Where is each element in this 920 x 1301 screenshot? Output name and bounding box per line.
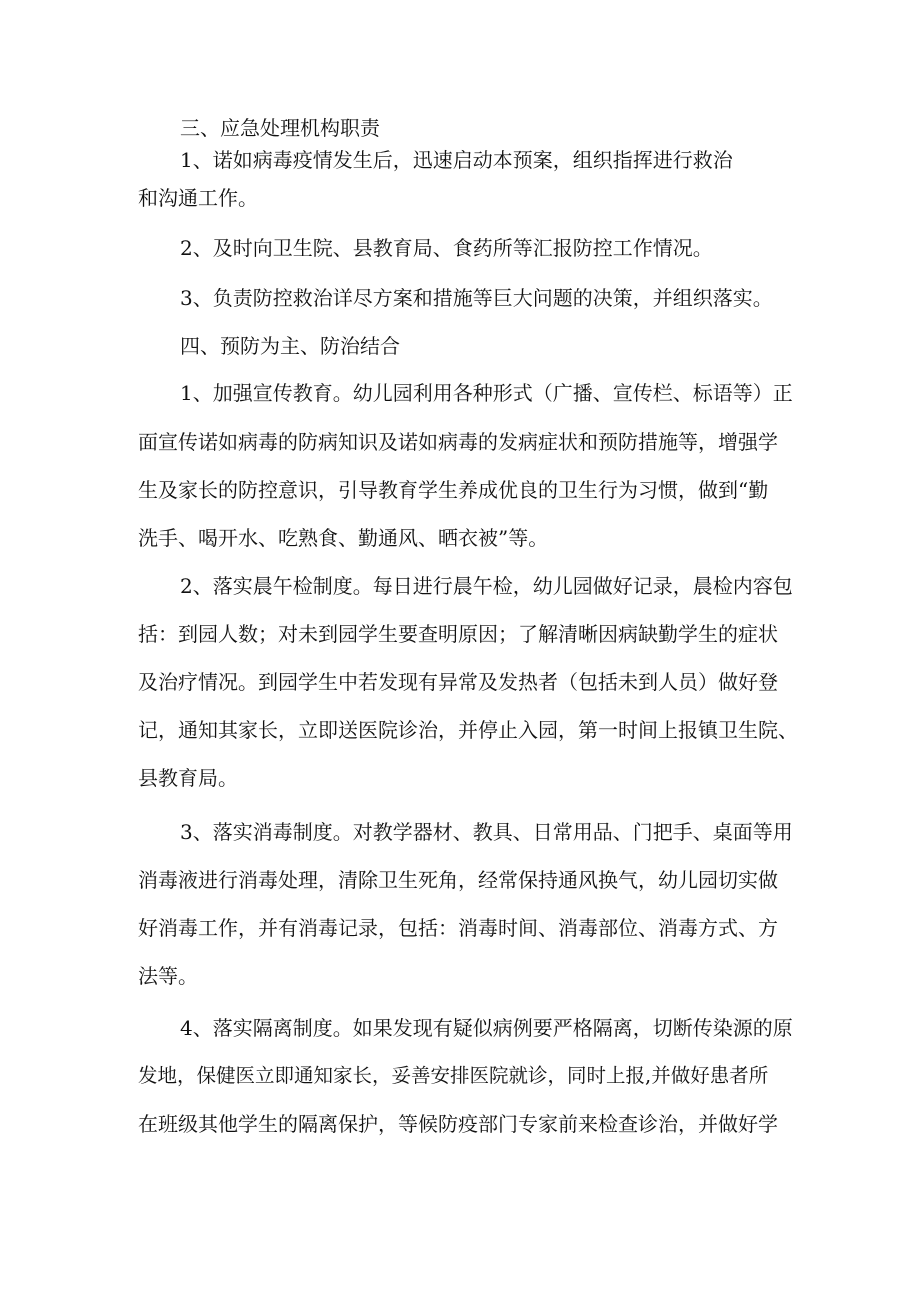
paragraph-line: 面宣传诺如病毒的防病知识及诺如病毒的发病症状和预防措施等，增强学 (138, 430, 778, 454)
paragraph-line: 3、负责防控救治详尽方案和措施等巨大问题的决策，并组织落实。 (180, 286, 773, 310)
paragraph-line: 及治疗情况。到园学生中若发现有异常及发热者（包括未到人员）做好登 (138, 670, 778, 694)
paragraph-line: 发地，保健医立即通知家长，妥善安排医院就诊，同时上报,并做好患者所 (138, 1064, 769, 1087)
paragraph-line: 1、诺如病毒疫情发生后，迅速启动本预案，组织指挥进行救治 (180, 148, 733, 172)
paragraph-line: 2、及时向卫生院、县教育局、食药所等汇报防控工作情况。 (180, 236, 713, 260)
paragraph-line: 县教育局。 (138, 766, 238, 790)
section-heading-4: 四、预防为主、防治结合 (180, 334, 400, 358)
paragraph-line: 在班级其他学生的隔离保护，等候防疫部门专家前来检查诊治，并做好学 (138, 1112, 778, 1136)
paragraph-line: 2、落实晨午检制度。每日进行晨午检，幼儿园做好记录，晨检内容包 (180, 574, 793, 598)
paragraph-line: 1、加强宣传教育。幼儿园利用各种形式（广播、宣传栏、标语等）正 (180, 381, 793, 405)
paragraph-line: 4、落实隔离制度。如果发现有疑似病例要严格隔离，切断传染源的原 (180, 1016, 793, 1040)
paragraph-line: 和沟通工作。 (138, 186, 258, 210)
paragraph-line: 3、落实消毒制度。对教学器材、教具、日常用品、门把手、桌面等用 (180, 820, 793, 844)
paragraph-line: 记，通知其家长，立即送医院诊治，并停止入园，第一时间上报镇卫生院、 (138, 718, 798, 742)
paragraph-line: 括：到园人数；对未到园学生要查明原因；了解清晰因病缺勤学生的症状 (138, 622, 778, 646)
section-heading-3: 三、应急处理机构职责 (180, 116, 380, 140)
paragraph-line: 生及家长的防控意识，引导教育学生养成优良的卫生行为习惯，做到“勤 (138, 478, 769, 502)
paragraph-line: 好消毒工作，并有消毒记录，包括：消毒时间、消毒部位、消毒方式、方 (138, 916, 778, 940)
paragraph-line: 消毒液进行消毒处理，清除卫生死角，经常保持通风换气，幼儿园切实做 (138, 868, 778, 892)
paragraph-line: 洗手、喝开水、吃熟食、勤通风、晒衣被”等。 (138, 526, 549, 550)
paragraph-line: 法等。 (138, 964, 198, 988)
